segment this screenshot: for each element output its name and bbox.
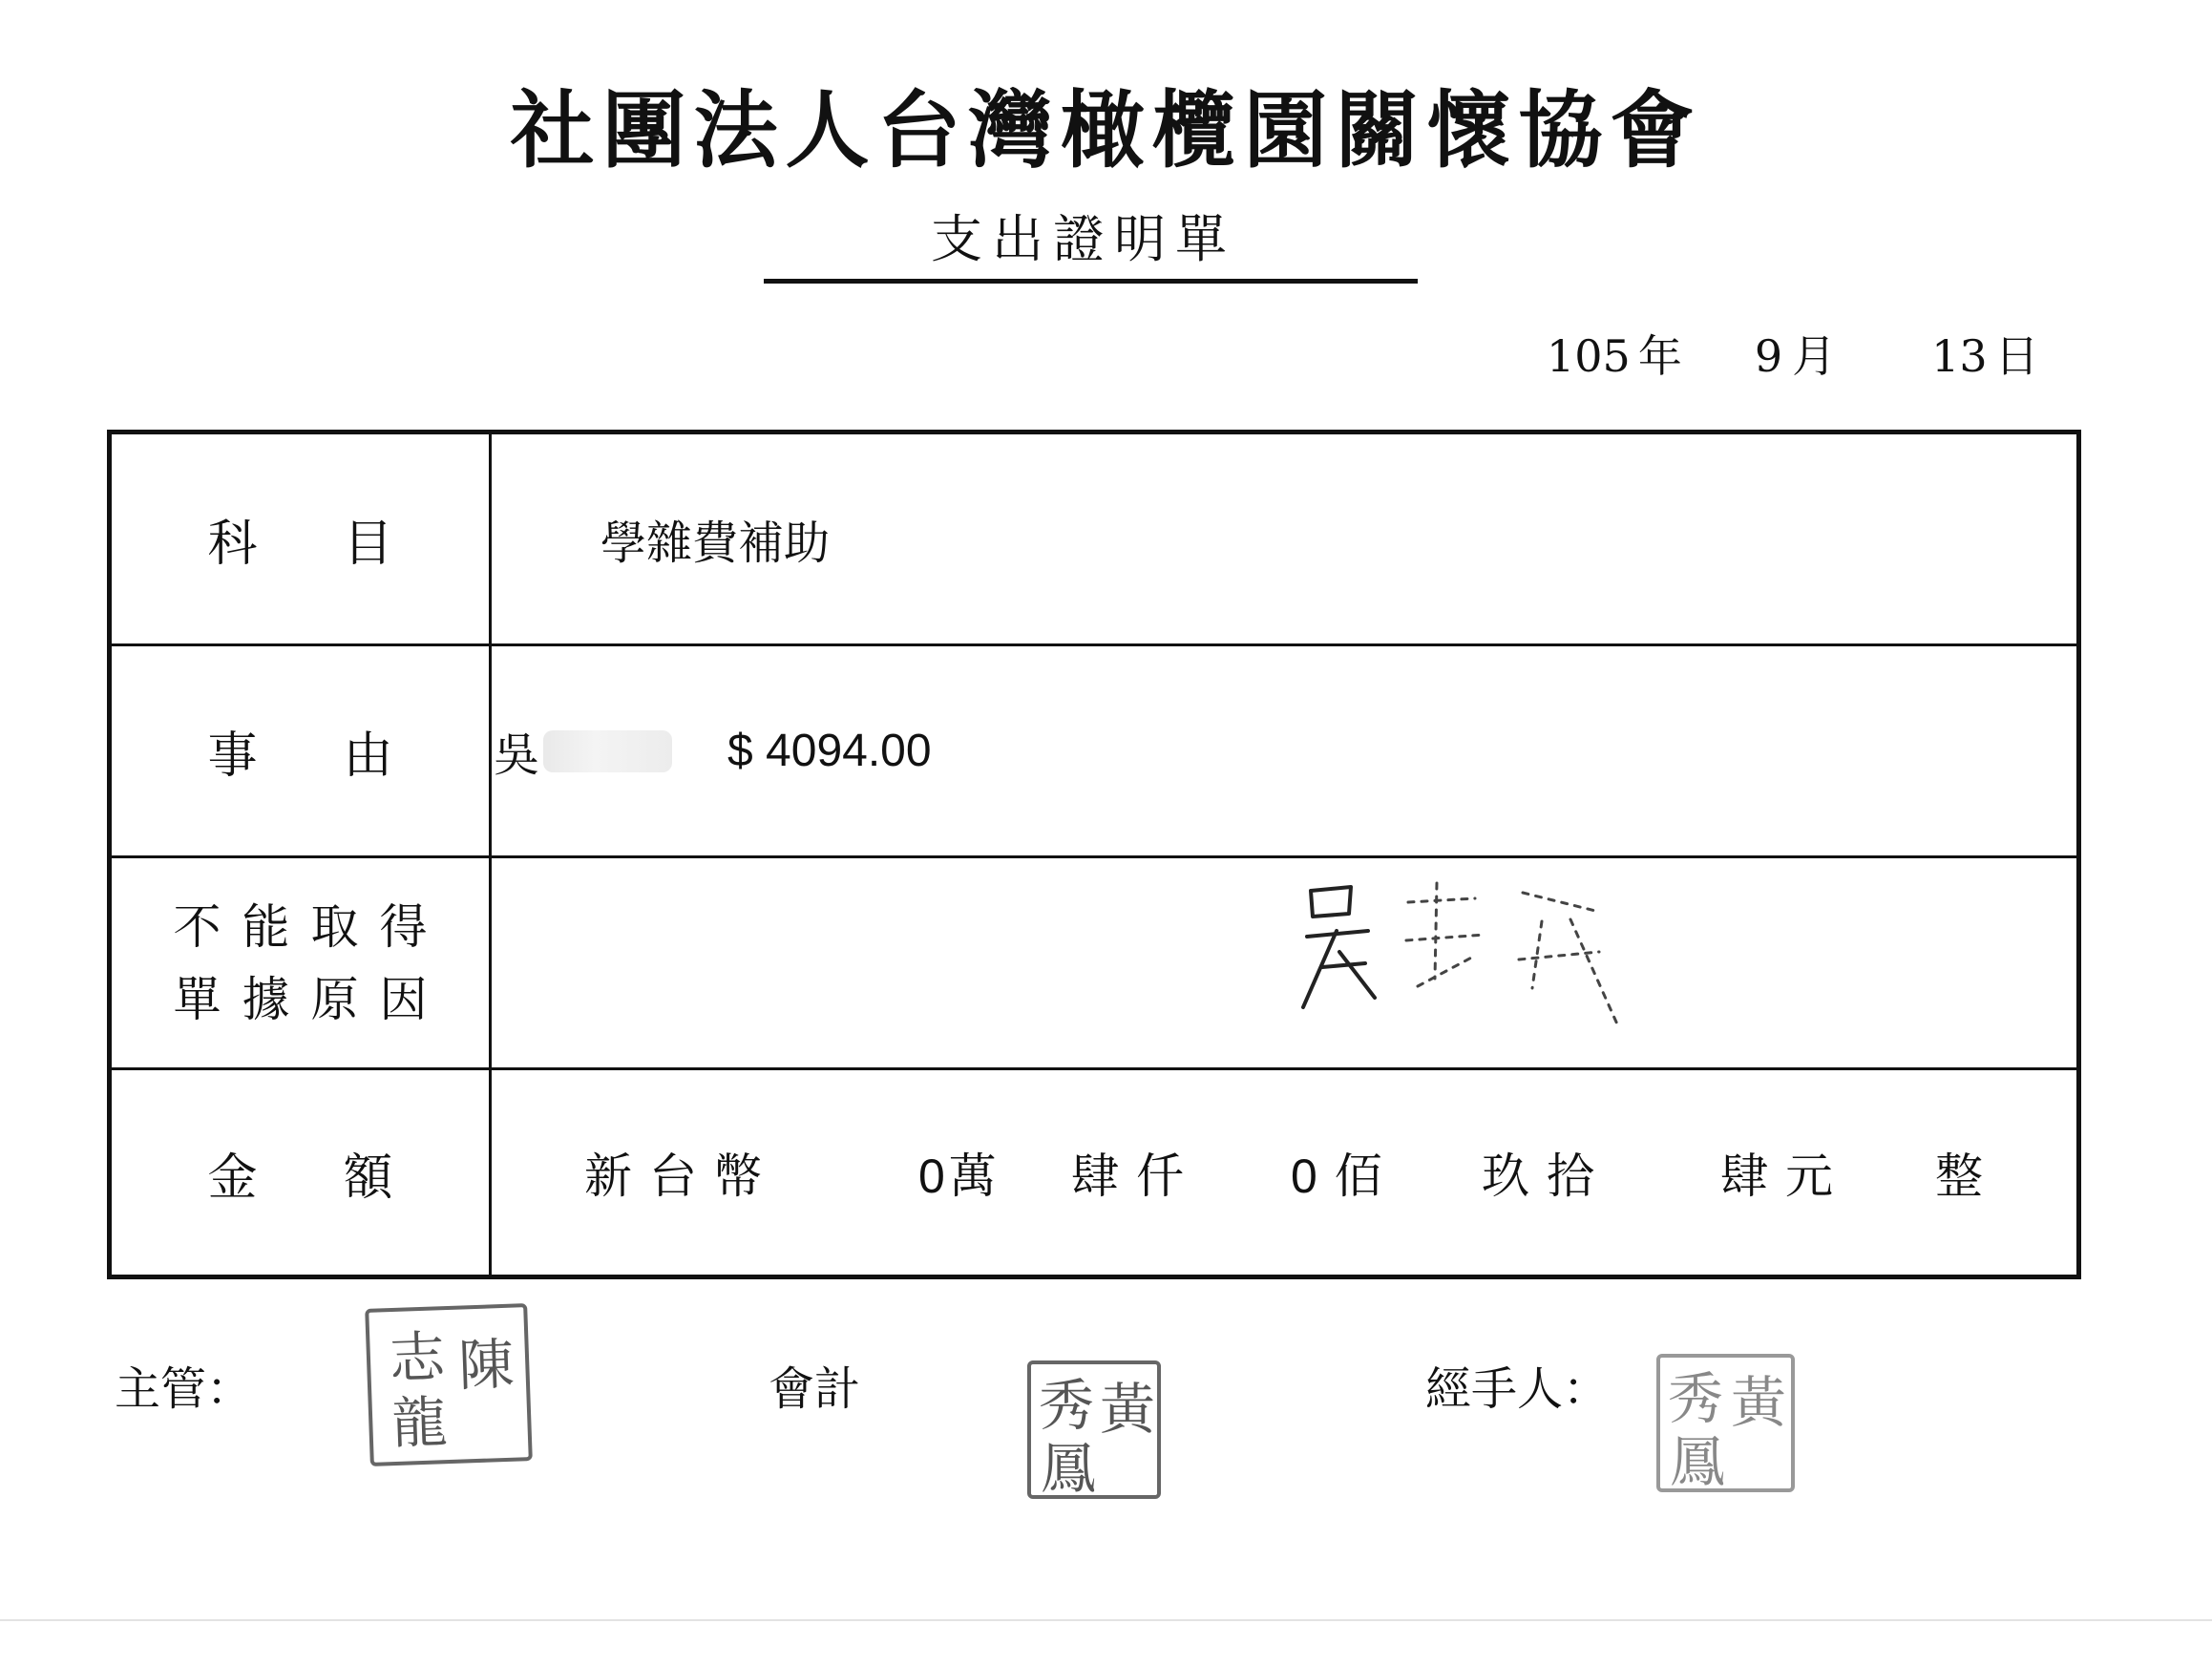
amount-row bbox=[112, 1070, 2076, 1275]
expense-form-table bbox=[107, 430, 2081, 1279]
amount-wan: 0萬 bbox=[918, 1149, 1001, 1203]
seal-char: 鳳 bbox=[1670, 1429, 1726, 1494]
amount-zheng: 整 bbox=[1935, 1149, 2000, 1203]
date-year: 105 bbox=[1547, 330, 1631, 382]
organization-title: 社團法人台灣橄欖園關懷協會 bbox=[510, 80, 1702, 179]
title-underline bbox=[764, 279, 1418, 284]
seal-char: 秀 bbox=[1039, 1373, 1095, 1438]
reason-value bbox=[494, 646, 2076, 855]
reason-row bbox=[112, 646, 2076, 858]
column-divider bbox=[489, 858, 492, 1067]
form-title: 支出證明單 bbox=[931, 209, 1236, 269]
reason-amount: $ 4094.00 bbox=[727, 726, 932, 776]
subject-value: 學雜費補助 bbox=[600, 518, 831, 569]
date-line bbox=[1547, 330, 2039, 382]
redacted-name-blur bbox=[543, 730, 672, 772]
date-month-label: 月 bbox=[1792, 330, 1837, 382]
amount-label: 金額 bbox=[207, 1149, 479, 1206]
accountant-seal-stamp bbox=[1027, 1360, 1161, 1499]
column-divider bbox=[489, 1070, 492, 1275]
seal-char: 陳 bbox=[457, 1331, 516, 1399]
reason-name: 吳 bbox=[494, 730, 540, 781]
subject-label: 科目 bbox=[207, 517, 479, 572]
date-day: 13 bbox=[1931, 330, 1988, 382]
scan-edge-line bbox=[0, 1619, 2212, 1621]
no-receipt-label-line2: 單據原因 bbox=[173, 972, 449, 1026]
date-day-label: 日 bbox=[1994, 330, 2039, 382]
amount-currency: 新台幣 bbox=[584, 1149, 779, 1203]
seal-char: 秀 bbox=[1668, 1366, 1724, 1431]
seal-char: 志 bbox=[388, 1324, 447, 1392]
no-receipt-label bbox=[112, 858, 489, 1067]
amount-bai: 0佰 bbox=[1291, 1149, 1400, 1203]
reason-label: 事由 bbox=[207, 728, 479, 784]
column-divider bbox=[489, 434, 492, 643]
amount-shi: 玖拾 bbox=[1482, 1149, 1612, 1203]
amount-yuan: 肆元 bbox=[1720, 1149, 1850, 1203]
handler-label: 經手人： bbox=[1425, 1364, 1610, 1415]
amount-qian: 肆仟 bbox=[1071, 1149, 1201, 1203]
date-year-label: 年 bbox=[1637, 330, 1682, 382]
seal-char: 黃 bbox=[1100, 1377, 1156, 1442]
no-receipt-reason-row bbox=[112, 858, 2076, 1070]
column-divider bbox=[489, 646, 492, 855]
no-receipt-label-line1: 不能取得 bbox=[173, 899, 449, 954]
handler-seal-stamp bbox=[1656, 1354, 1795, 1492]
date-month: 9 bbox=[1754, 330, 1783, 382]
accountant-label: 會計 bbox=[769, 1364, 861, 1415]
subject-row bbox=[112, 434, 2076, 646]
seal-char: 鳳 bbox=[1041, 1436, 1097, 1501]
supervisor-seal-stamp bbox=[365, 1303, 533, 1466]
handwritten-signature bbox=[1294, 864, 1637, 1036]
seal-char: 黃 bbox=[1731, 1370, 1787, 1435]
supervisor-label: 主管： bbox=[115, 1364, 253, 1415]
seal-char: 龍 bbox=[390, 1389, 449, 1457]
